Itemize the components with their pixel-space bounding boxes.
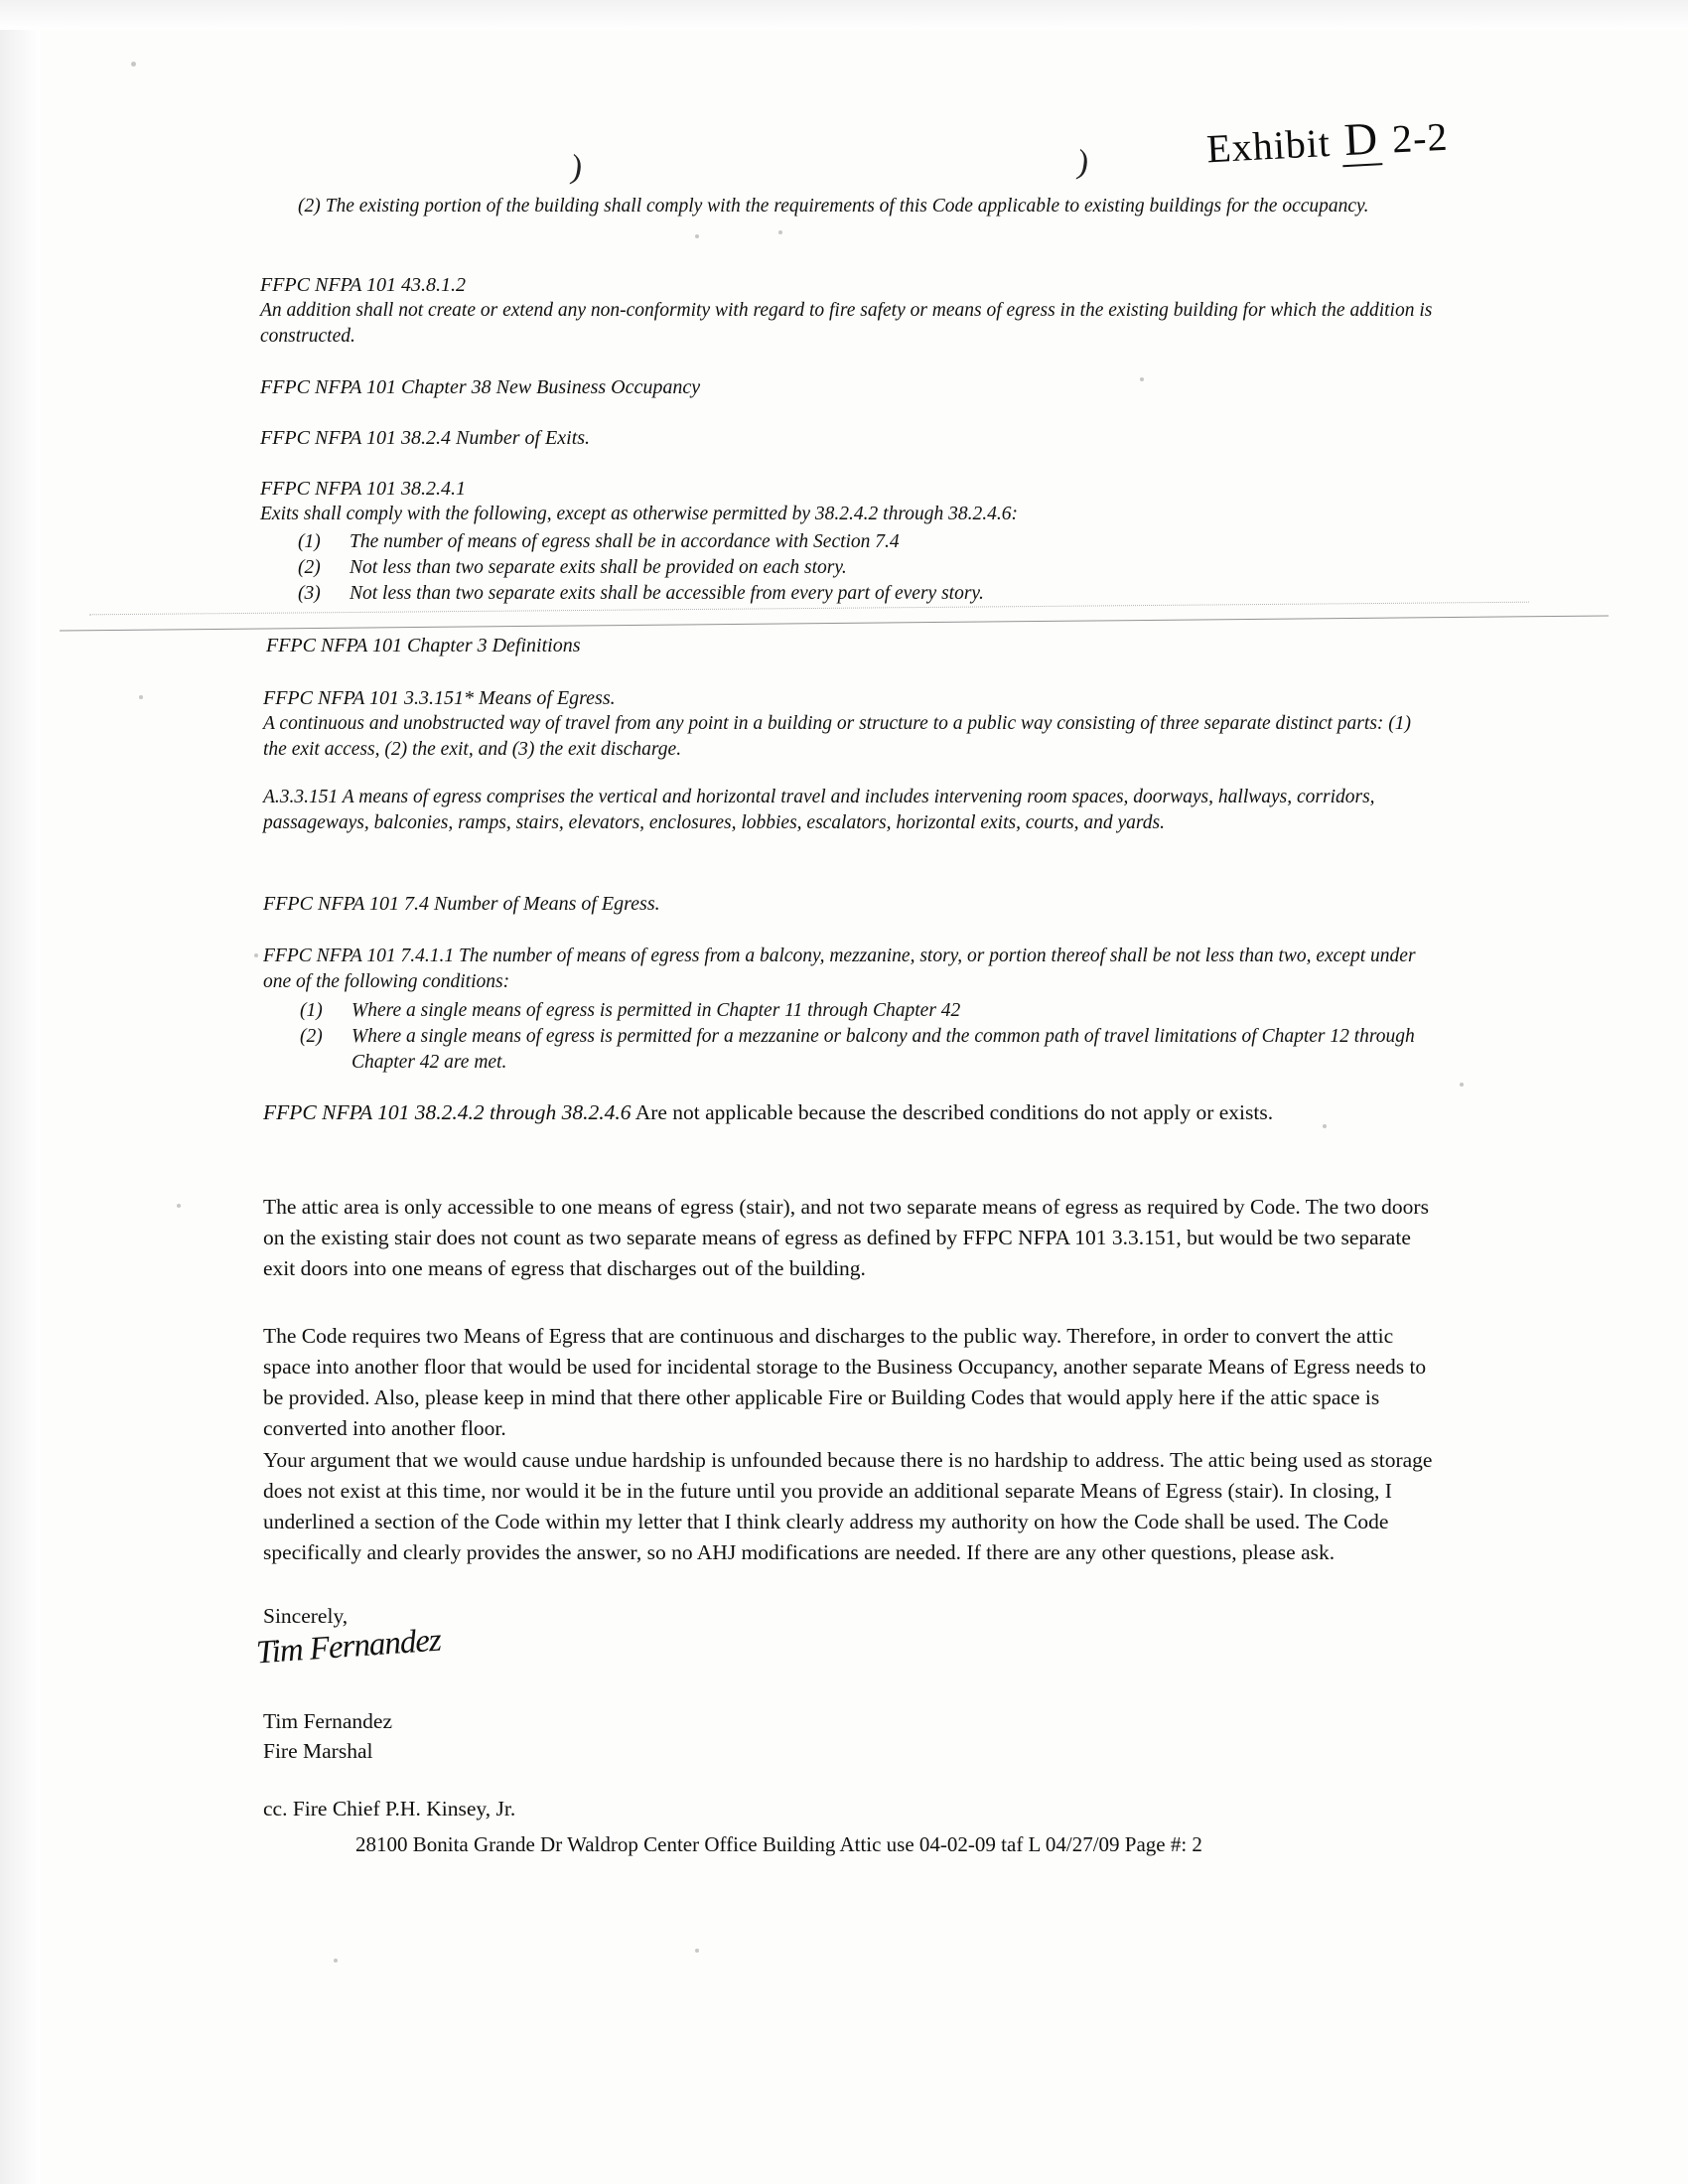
heading-chapter-3 [266,633,1438,658]
heading-38241 [260,476,1432,502]
paragraph-attic [263,1192,1445,1284]
clause-item-2 [298,194,1438,219]
paragraph-argument-text: Your argument that we would cause undue hardship is unfounded because there is no hardship to address. The attic being used as storage does not exist at this time, nor would it be in the future until you provide an additional separate Means of Egress (stair). In closing, I underlined a section of the Code within my letter that I think clearly address my authority on how the Code shall be used. The Code specifically and clearly provides the answer, so no AHJ modifications are needed. If there are any other questions, please ask. [263,1448,1433,1564]
heading-chapter-3-text: FFPC NFPA 101 Chapter 3 Definitions [266,635,581,656]
body-38241 [260,502,1452,527]
heading-74 [263,891,1435,917]
list-item-number: (2) [298,557,321,578]
list-item-text: Where a single means of egress is permitted for a mezzanine or balcony and the common path of travel limitations of Chapter 12 through Chapter 42 are met. [352,1026,1415,1073]
body-7411 [263,944,1445,995]
heading-43812 [260,272,1432,298]
exhibit-number: 2-2 [1390,113,1450,162]
heading-38241-text: FFPC NFPA 101 38.2.4.1 [260,478,467,500]
body-43812 [260,298,1440,350]
heading-38242-text: FFPC NFPA 101 38.2.4.2 through 38.2.4.6 [263,1100,632,1124]
body-7411-text: FFPC NFPA 101 7.4.1.1 The number of means of egress from a balcony, mezzanine, story, or portion thereof shall be not less than two, except under one of the following conditions: [263,946,1416,992]
exhibit-letter: D [1339,112,1382,167]
body-38242-text: Are not applicable because the described conditions do not apply or exists. [631,1100,1274,1124]
body-33151-text: A continuous and unobstructed way of travel from any point in a building or structure to a public way consisting of three separate distinct parts: (1) the exit access, (2) the exit, and (3) the exit discharge. [263,713,1412,760]
list-item-number: (3) [298,583,321,604]
list-item [300,998,1447,1024]
paragraph-attic-text: The attic area is only accessible to one means of egress (stair), and not two separate means of egress as required by Code. The two doors on the existing stair does not count as two separate means of egress as defined by FFPC NFPA 101 3.3.151, but would be two separate exit doors into one means of egress that discharges out of the building. [263,1195,1429,1280]
signer-title [263,1736,372,1766]
paragraph-code-requires [263,1321,1445,1444]
heading-74-text: FFPC NFPA 101 7.4 Number of Means of Egress. [263,893,660,915]
heading-33151 [263,685,1435,711]
body-a33151-text: A.3.3.151 A means of egress comprises the vertical and horizontal travel and includes intervening room spaces, doorways, hallways, corridors, passageways, balconies, ramps, stairs, elevators, enclosures, lobbies, escalators, horizontal exits, courts, and yards. [263,787,1375,833]
page-footer [355,1832,1202,1857]
body-43812-text: An addition shall not create or extend any non-conformity with regard to fire safety or means of egress in the existing building for which the addition is constructed. [260,300,1433,347]
pen-stroke-mark: ) [568,148,585,187]
pen-stroke-mark: ) [1074,143,1091,182]
closing-salutation [263,1601,348,1632]
list-item [298,581,1440,607]
heading-chapter-38-text: FFPC NFPA 101 Chapter 38 New Business Occupancy [260,376,701,398]
clause-item-2-text: (2) The existing portion of the building shall comply with the requirements of this Code applicable to existing buildings for the occupancy. [298,196,1369,217]
list-item [300,1024,1447,1076]
list-7411 [300,998,1447,1076]
cc-line [263,1794,515,1823]
body-a33151 [263,785,1450,836]
list-item [298,555,1440,581]
list-item-text: Not less than two separate exits shall be provided on each story. [350,557,847,578]
handwritten-signature-text: Tim Fernandez [254,1622,442,1672]
cc-line-text: cc. Fire Chief P.H. Kinsey, Jr. [263,1797,516,1820]
list-item-number: (1) [298,531,321,552]
closing-salutation-text: Sincerely, [263,1604,349,1628]
paragraph-argument [263,1445,1445,1568]
list-item-text: Where a single means of egress is permitted in Chapter 11 through Chapter 42 [352,1000,961,1021]
signer-title-text: Fire Marshal [263,1739,373,1763]
list-38241 [298,529,1440,607]
heading-3824 [260,425,1432,451]
list-item-text: Not less than two separate exits shall be accessible from every part of every story. [350,583,984,604]
list-item-number: (1) [300,1000,323,1021]
heading-33151-text: FFPC NFPA 101 3.3.151* Means of Egress. [263,687,616,709]
body-38241-text: Exits shall comply with the following, except as otherwise permitted by 38.2.4.2 through 38.2.4.6: [260,504,1018,524]
paragraph-code-requires-text: The Code requires two Means of Egress that are continuous and discharges to the public way. Therefore, in order to convert the attic space into another floor that would be used for incidental storage to the Business Occupancy, another separate Means of Egress needs to be provided. Also, please keep in mind that there other applicable Fire or Building Codes that would apply here if the attic space is converted into another floor. [263,1324,1427,1440]
exhibit-prefix: Exhibit [1205,119,1333,172]
list-item [298,529,1440,555]
body-33151 [263,711,1435,763]
paragraph-38242 [263,1097,1440,1128]
heading-chapter-38 [260,374,1432,400]
list-item-text: The number of means of egress shall be in accordance with Section 7.4 [350,531,900,552]
heading-43812-text: FFPC NFPA 101 43.8.1.2 [260,274,467,296]
signer-name [263,1706,392,1736]
list-item-number: (2) [300,1026,323,1047]
heading-3824-text: FFPC NFPA 101 38.2.4 Number of Exits. [260,427,591,449]
signer-name-text: Tim Fernandez [263,1709,392,1733]
page-footer-text: 28100 Bonita Grande Dr Waldrop Center Office Building Attic use 04-02-09 taf L 04/27/09 Page #: 2 [355,1832,1202,1856]
